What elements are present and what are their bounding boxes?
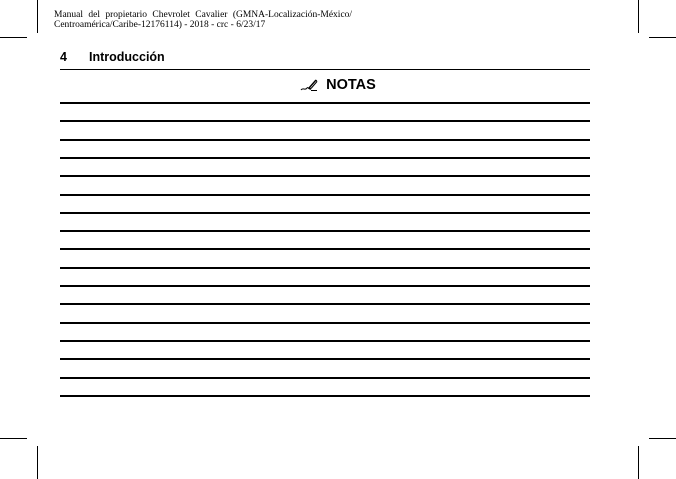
crop-mark-top-right-horizontal (649, 37, 676, 38)
page-number: 4 (60, 50, 67, 64)
note-line (60, 395, 590, 397)
pencil-writing-icon (300, 78, 318, 97)
section-title: Introducción (89, 50, 165, 64)
running-header-line-2: Centroamérica/Caribe-12176114) - 2018 - crc - 6/23/17 (54, 20, 266, 30)
crop-mark-bottom-right-vertical (638, 446, 639, 479)
note-line (60, 358, 590, 360)
note-line (60, 377, 590, 379)
note-line (60, 194, 590, 196)
notes-heading (0, 76, 676, 97)
crop-mark-top-left-vertical (37, 0, 38, 33)
crop-mark-top-left-horizontal (0, 37, 27, 38)
note-line (60, 230, 590, 232)
note-line (60, 340, 590, 342)
note-line (60, 139, 590, 141)
notes-title: NOTAS (326, 77, 376, 93)
note-line (60, 175, 590, 177)
running-header (54, 10, 352, 30)
note-line (60, 285, 590, 287)
note-line (60, 212, 590, 214)
note-line (60, 303, 590, 305)
crop-mark-bottom-right-horizontal (649, 438, 676, 439)
note-line (60, 157, 590, 159)
note-line (60, 120, 590, 122)
section-header (60, 49, 590, 70)
crop-mark-top-right-vertical (638, 0, 639, 33)
note-line (60, 248, 590, 250)
running-header-line-1: Manual del propietario Chevrolet Cavalier (GMNA-Localización-México/ (54, 10, 353, 20)
note-line (60, 267, 590, 269)
crop-mark-bottom-left-horizontal (0, 438, 27, 439)
crop-mark-bottom-left-vertical (37, 446, 38, 479)
note-line (60, 102, 590, 104)
note-line (60, 322, 590, 324)
